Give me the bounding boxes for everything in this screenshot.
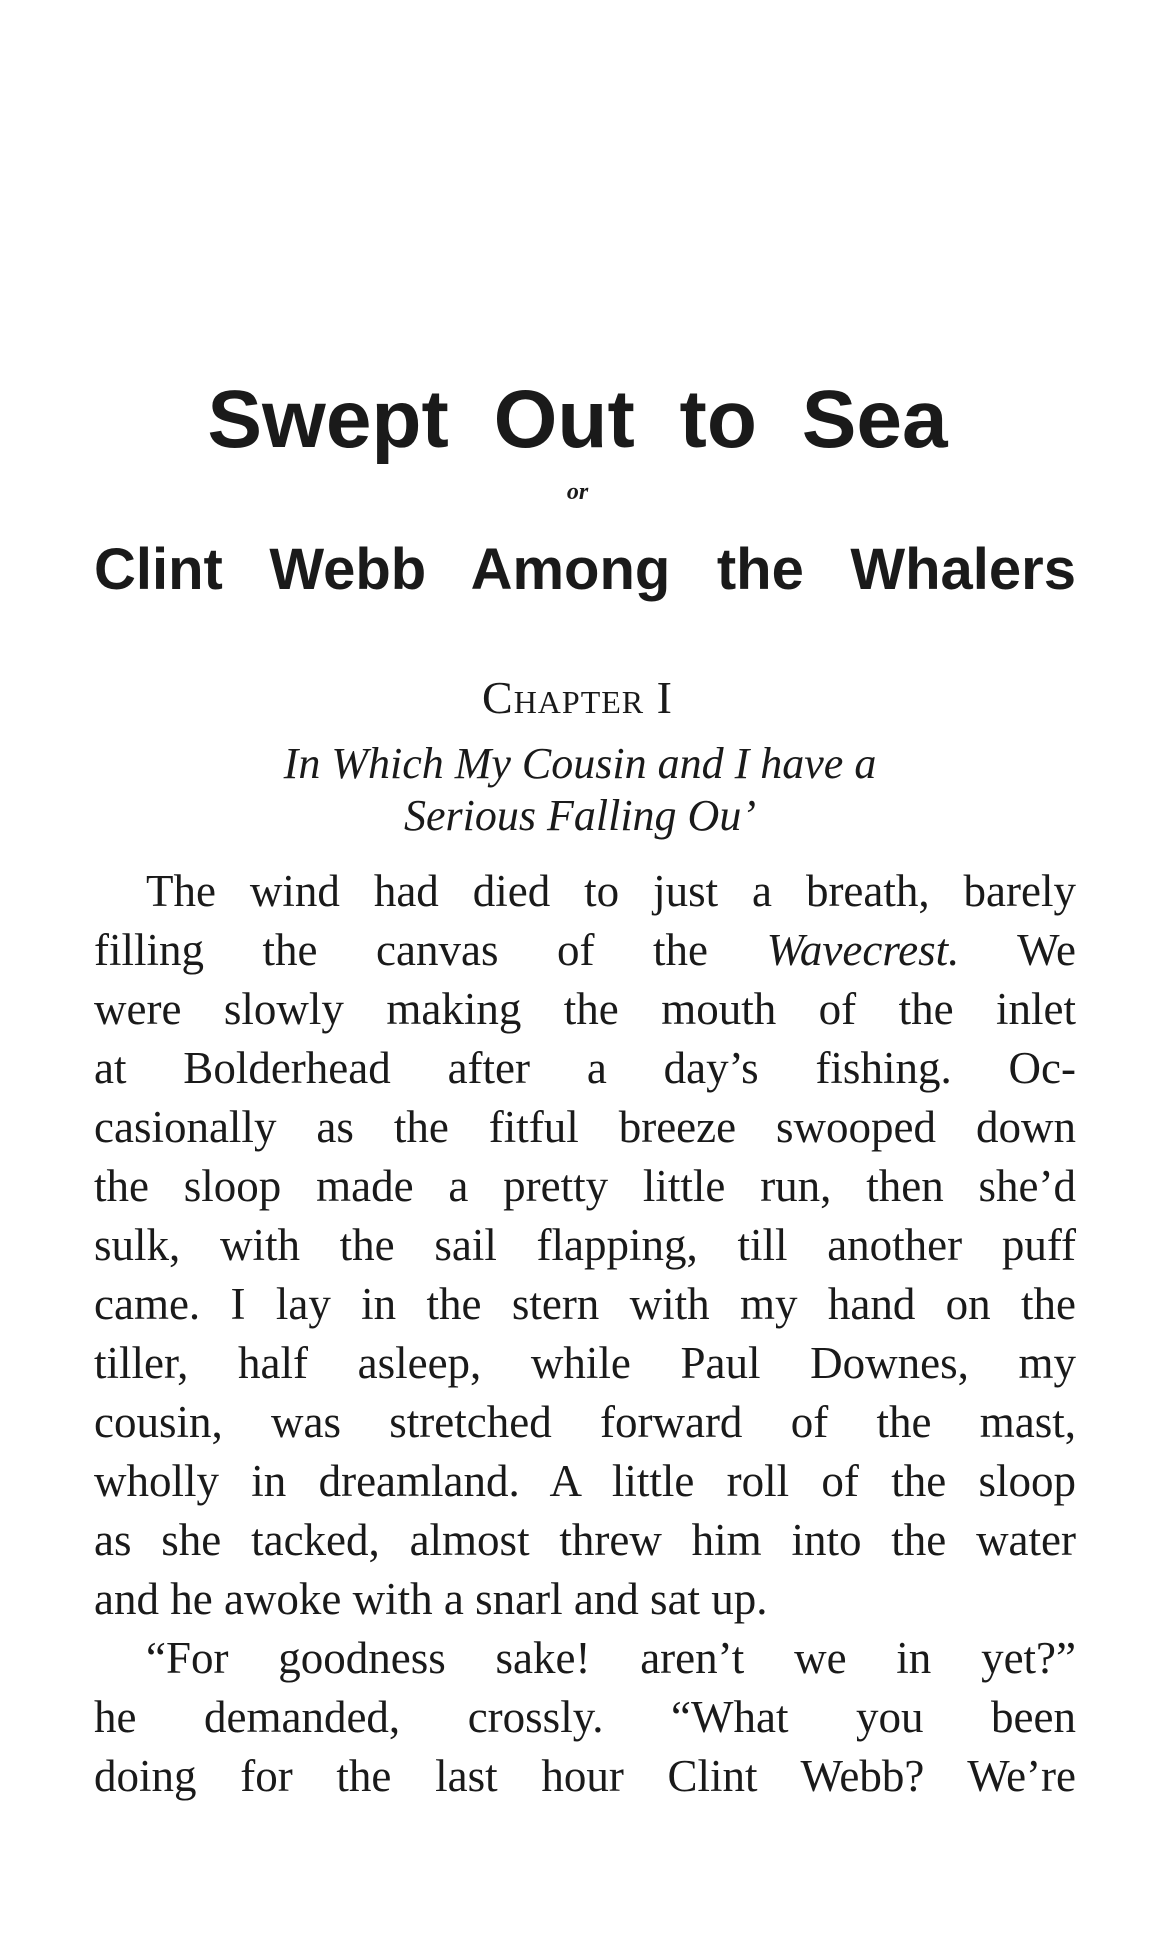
text-line: came. I lay in the stern with my hand on the: [94, 1279, 1076, 1329]
text-line: sulk, with the sail flapping, till another puff: [94, 1220, 1076, 1270]
chapter-title-line: In Which My Cousin and I have a: [283, 739, 877, 788]
text-line: were slowly making the mouth of the inlet: [94, 984, 1076, 1034]
text-line: at Bolderhead after a day’s fishing. Oc-: [94, 1043, 1076, 1093]
text-line: “For goodness sake! aren’t we in yet?”: [146, 1633, 1076, 1683]
book-title: Swept Out to Sea: [207, 374, 948, 465]
text-line: tiller, half asleep, while Paul Downes, my: [94, 1338, 1076, 1388]
text-segment: filling the canvas of the: [94, 925, 767, 975]
text-line: wholly in dreamland. A little roll of the sloop: [94, 1456, 1076, 1506]
ship-name: Wavecrest.: [766, 925, 960, 975]
text-line: doing for the last hour Clint Webb? We’re: [94, 1751, 1076, 1801]
text-segment: We: [959, 925, 1076, 975]
text-line: cousin, was stretched forward of the mast,: [94, 1397, 1076, 1447]
text-line: [94, 921, 1076, 980]
text-line: and he awoke with a snarl and sat up.: [94, 1574, 768, 1624]
title-connector: or: [566, 479, 589, 505]
chapter-title-line: Serious Falling Ou’: [404, 791, 756, 840]
paragraph: [94, 862, 1076, 1629]
text-line: as she tacked, almost threw him into the water: [94, 1515, 1076, 1565]
chapter-title: [200, 738, 960, 842]
book-subtitle: Clint Webb Among the Whalers: [94, 537, 1076, 602]
text-line: he demanded, crossly. “What you been: [94, 1692, 1076, 1742]
chapter-heading: Chapter I: [482, 672, 673, 723]
text-line: The wind had died to just a breath, barely: [146, 866, 1076, 916]
text-line: casionally as the fitful breeze swooped down: [94, 1102, 1076, 1152]
text-line: the sloop made a pretty little run, then she’d: [94, 1161, 1076, 1211]
paragraph: [94, 1629, 1076, 1806]
chapter-body: [94, 862, 1076, 1806]
